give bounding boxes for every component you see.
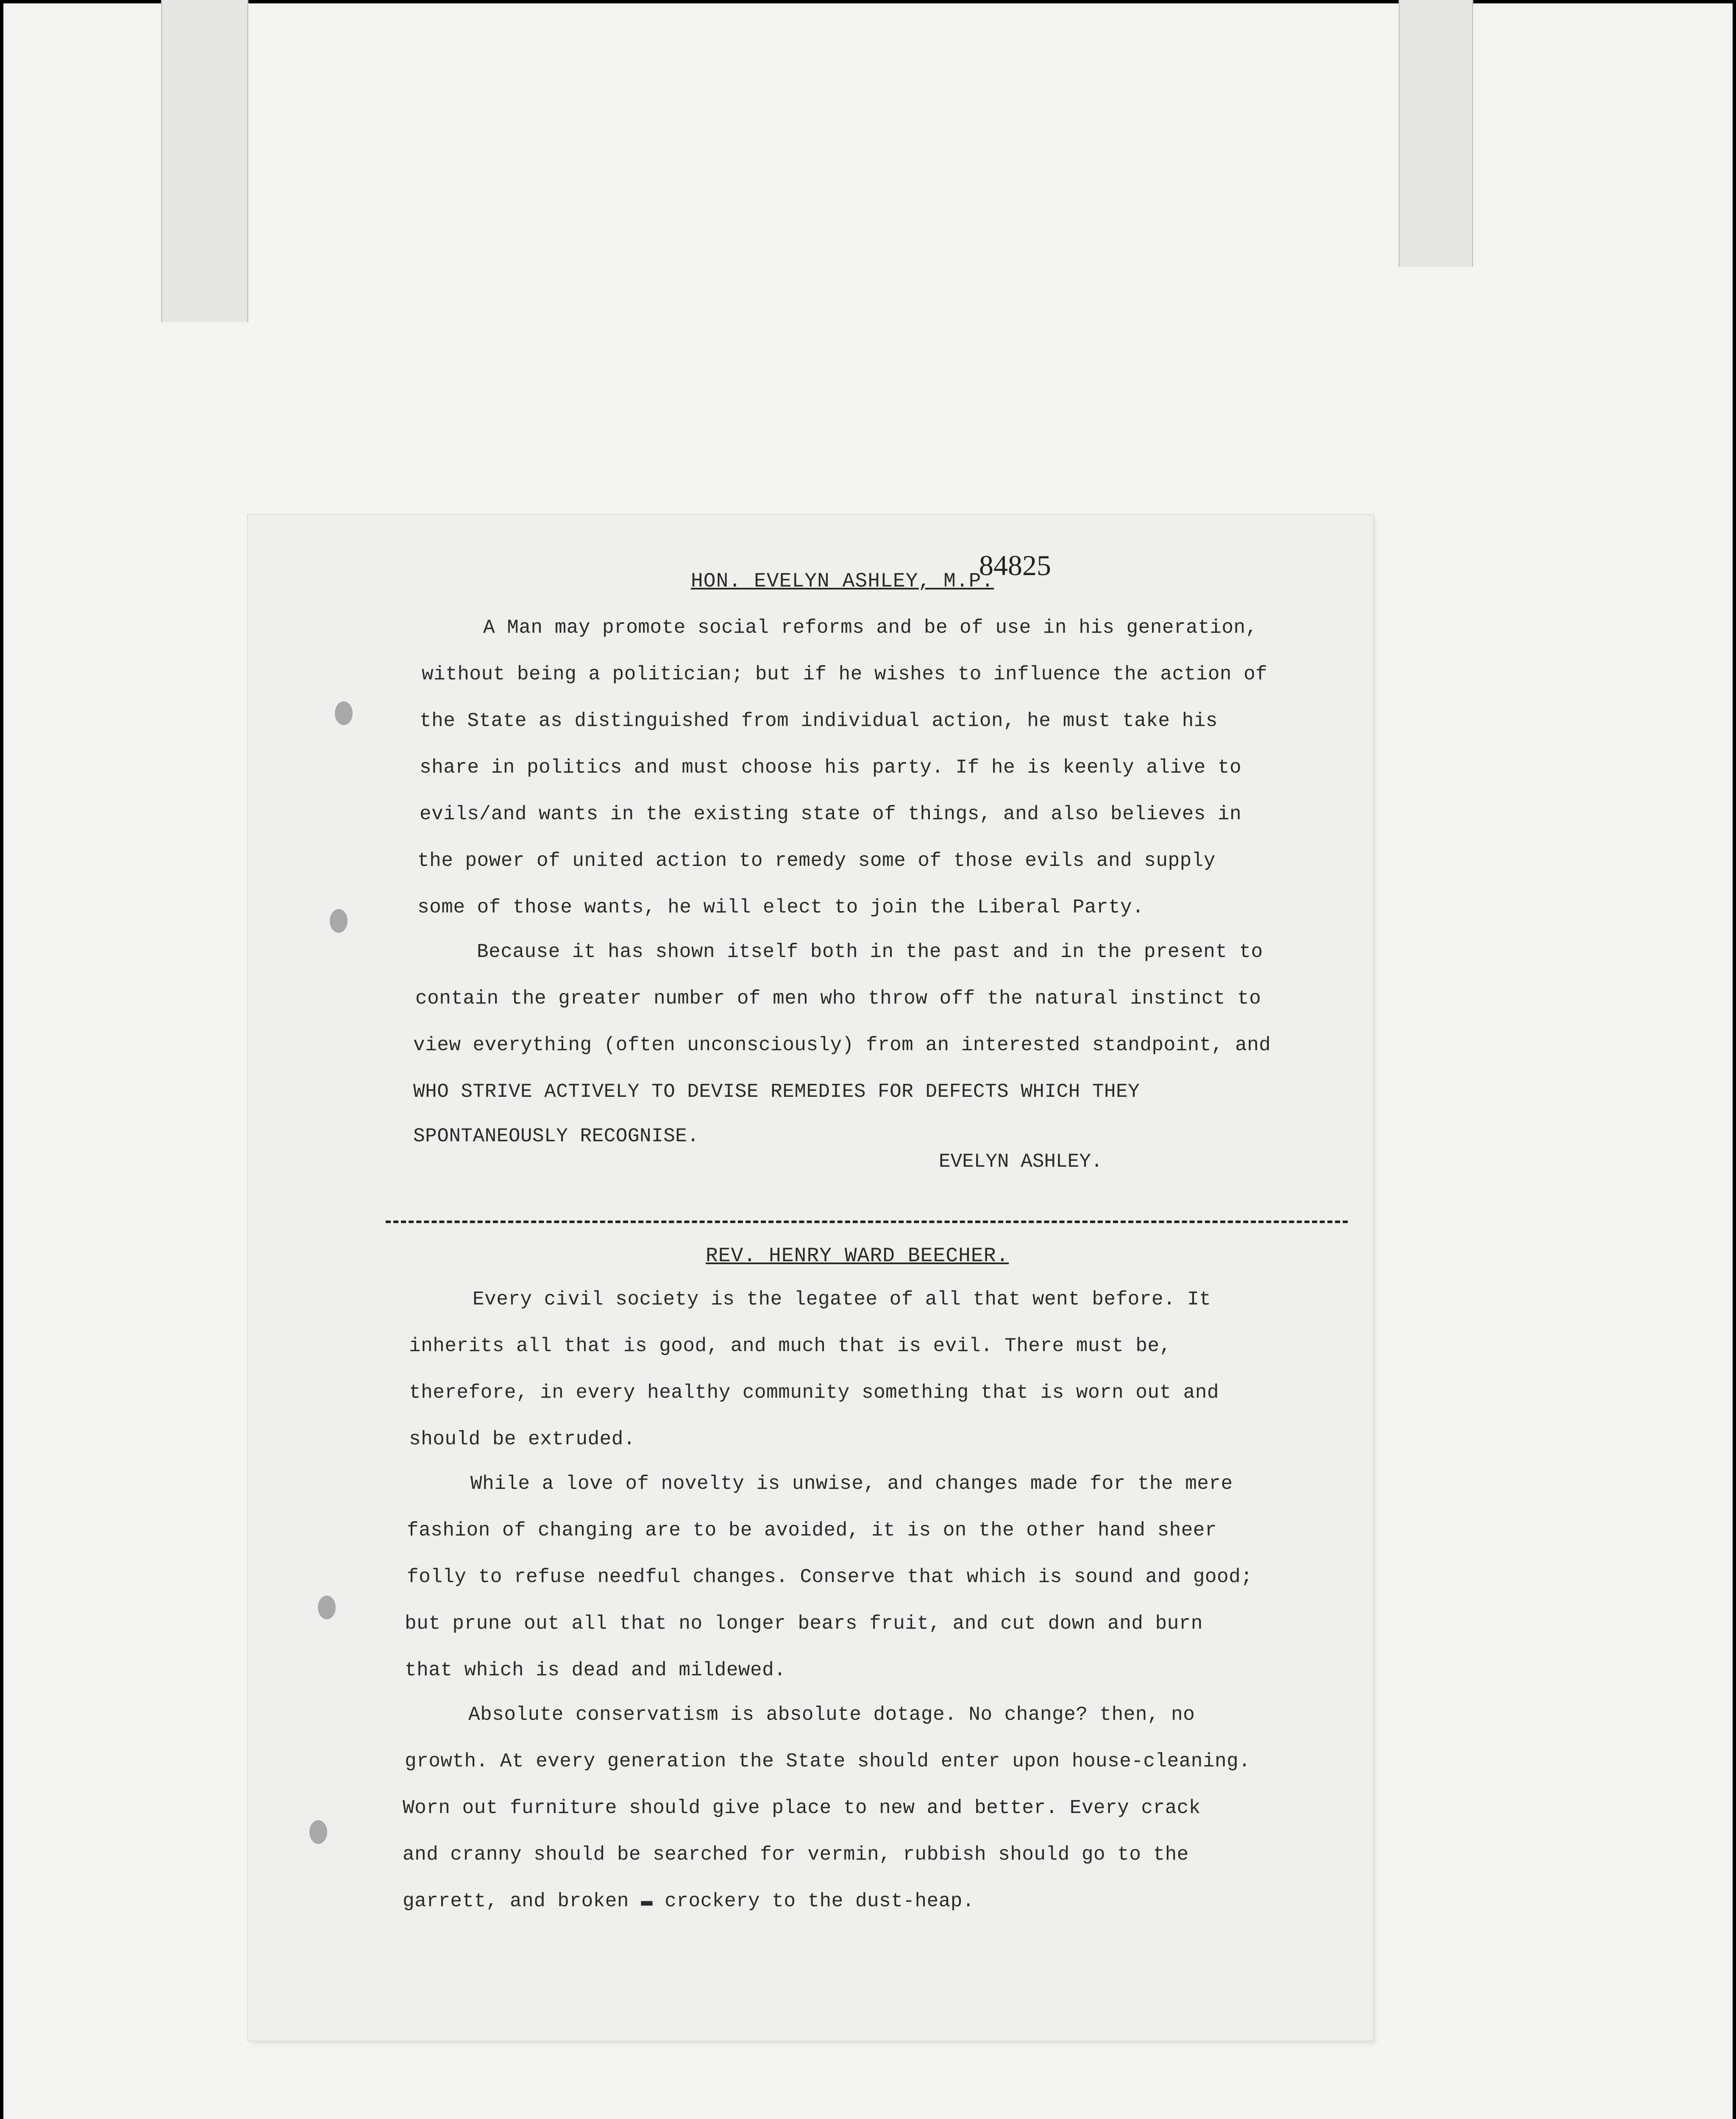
tape-strip [1399, 0, 1473, 267]
document-number: 84825 [979, 549, 1051, 581]
text-line: Absolute conservatism is absolute dotage. No change? then, no [468, 1704, 1195, 1726]
section-divider [386, 1221, 1348, 1223]
punch-hole [330, 909, 348, 933]
text-line: should be extruded. [409, 1428, 635, 1450]
text-line: While a love of novelty is unwise, and changes made for the mere [470, 1473, 1233, 1495]
text-line: share in politics and must choose his party. If he is keenly alive to [420, 756, 1242, 779]
punch-hole [335, 701, 353, 725]
text-line: but prune out all that no longer bears fruit, and cut down and burn [405, 1613, 1203, 1635]
text-line: and cranny should be searched for vermin, rubbish should go to the [403, 1844, 1189, 1866]
text-line: that which is dead and mildewed. [405, 1659, 786, 1681]
text-line: the State as distinguished from individual action, he must take his [420, 710, 1218, 732]
heading-beecher: REV. HENRY WARD BEECHER. [706, 1245, 1009, 1268]
signature-ashley: EVELYN ASHLEY. [939, 1151, 1103, 1173]
text-line: contain the greater number of men who throw off the natural instinct to [415, 987, 1261, 1009]
heading-ashley: HON. EVELYN ASHLEY, M.P. [691, 570, 994, 593]
text-line: without being a politician; but if he wishes to influence the action of [422, 663, 1268, 685]
text-line: WHO STRIVE ACTIVELY TO DEVISE REMEDIES FOR DEFECTS WHICH THEY [413, 1081, 1140, 1103]
punch-hole [309, 1820, 327, 1844]
text-line: A Man may promote social reforms and be of use in his generation, [483, 617, 1257, 639]
text-line: the power of united action to remedy some of those evils and supply [417, 850, 1216, 872]
text-line: SPONTANEOUSLY RECOGNISE. [413, 1125, 699, 1147]
text-line: garrett, and broken ▬ crockery to the dust-heap. [403, 1890, 975, 1912]
text-line: fashion of changing are to be avoided, it is on the other hand sheer [407, 1519, 1217, 1541]
text-line: Because it has shown itself both in the past and in the present to [477, 941, 1263, 963]
text-line: folly to refuse needful changes. Conserve that which is sound and good; [407, 1566, 1253, 1588]
tape-strip [161, 0, 248, 322]
text-line: inherits all that is good, and much that is evil. There must be, [409, 1335, 1171, 1357]
punch-hole [318, 1596, 336, 1619]
text-line: evils/and wants in the existing state of things, and also believes in [420, 803, 1242, 825]
text-line: Every civil society is the legatee of all that went before. It [473, 1288, 1211, 1310]
text-line: view everything (often unconsciously) from an interested standpoint, and [413, 1034, 1271, 1056]
text-line: Worn out furniture should give place to new and better. Every crack [403, 1797, 1201, 1819]
text-line: growth. At every generation the State should enter upon house-cleaning. [405, 1750, 1251, 1772]
text-line: some of those wants, he will elect to join the Liberal Party. [417, 896, 1144, 918]
typed-page [248, 515, 1373, 2041]
text-line: therefore, in every healthy community something that is worn out and [409, 1382, 1219, 1404]
